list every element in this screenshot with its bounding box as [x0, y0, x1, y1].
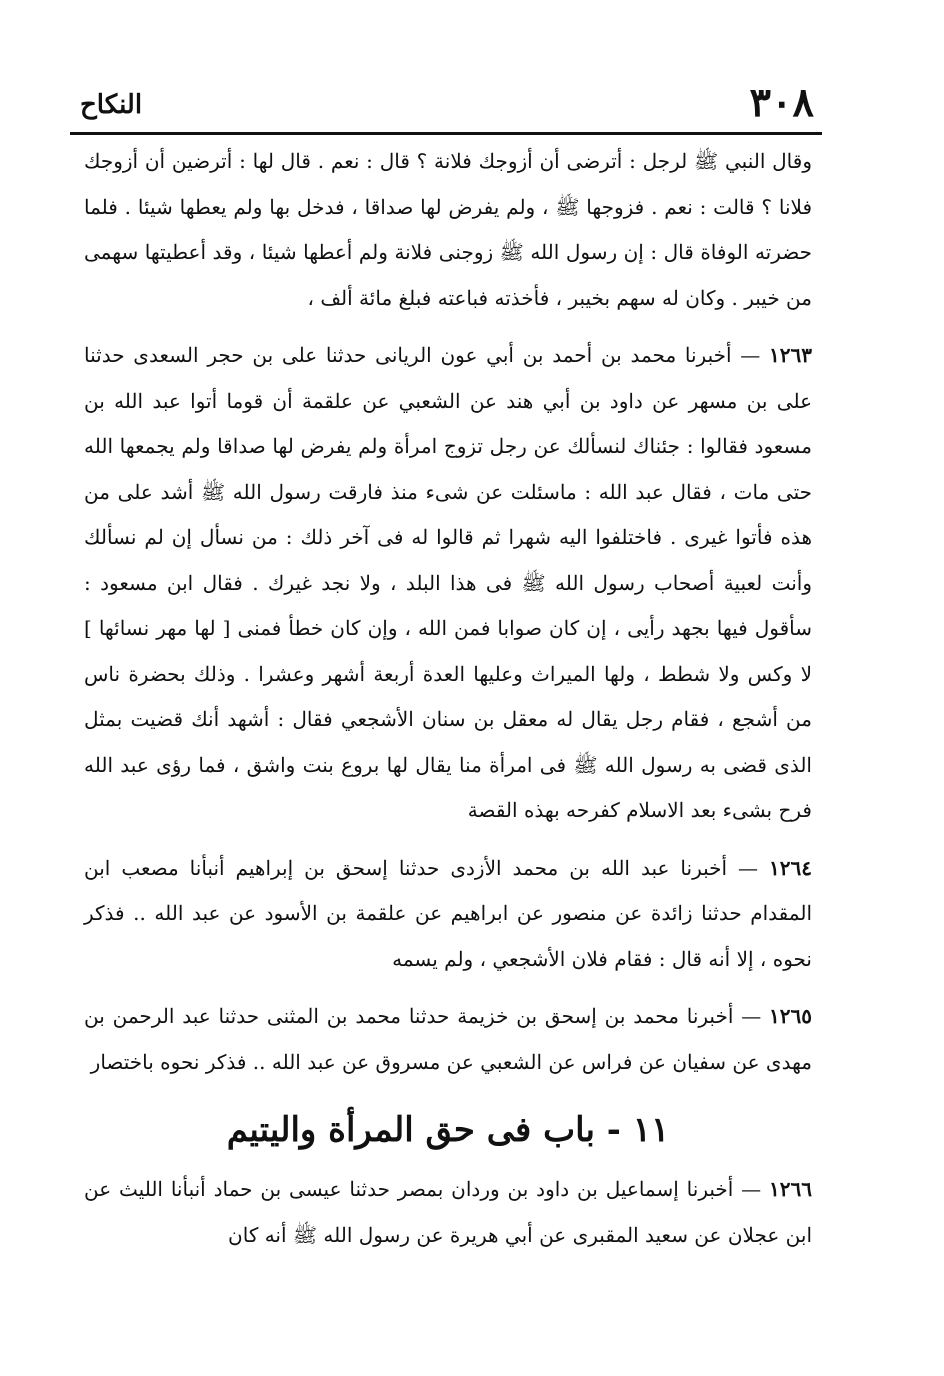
paragraph-text: — أخبرنا محمد بن إسحق بن خزيمة حدثنا محمد بن المثنى حدثنا عبد الرحمن بن مهدى عن سفيان عن فراس عن الشعبي عن مسروق عن عبد الله .. فذكر نحوه باختصار — [84, 1004, 812, 1074]
page-number: ٣٠٨ — [749, 79, 814, 126]
hadith-paragraph — [84, 846, 812, 983]
hadith-paragraph — [84, 333, 812, 834]
page-content — [70, 135, 822, 1258]
paragraph-text: — أخبرنا عبد الله بن محمد الأزدى حدثنا إسحق بن إبراهيم أنبأنا مصعب ابن المقدام حدثنا زائدة عن منصور عن ابراهيم عن علقمة بن الأسود عن عبد الله .. فذكر نحوه ، إلا أنه قال : فقام فلان الأشجعي ، ولم يسمه — [84, 855, 812, 971]
hadith-number: ١٢٦٣ — [769, 343, 812, 367]
chapter-heading: ١١ - باب فى حق المرأة واليتيم — [226, 1110, 670, 1150]
hadith-paragraph — [84, 994, 812, 1085]
paragraph-text: — أخبرنا إسماعيل بن داود بن وردان بمصر حدثنا عيسى بن حماد أنبأنا الليث عن ابن عجلان عن سعيد المقبرى عن أبي هريرة عن رسول الله ﷺ أنه كان — [84, 1177, 812, 1247]
book-page — [70, 78, 822, 1298]
running-title: النكاح — [80, 90, 143, 120]
hadith-paragraph — [84, 1167, 812, 1258]
hadith-number: ١٢٦٦ — [769, 1177, 812, 1201]
hadith-number: ١٢٦٥ — [769, 1004, 812, 1028]
paragraph-text: وقال النبي ﷺ لرجل : أترضى أن أزوجك فلانة ؟ قال : نعم . قال لها : أترضين أن أزوجك فلانا ؟ قالت : نعم . فزوجها ﷺ ، ولم يفرض لها صداقا ، فدخل بها ولم يعطها شيئا . فلما حضرته الوفاة قال : إن رسول الله ﷺ زوجنى فلانة ولم أعطها شيئا ، وقد أعطيتها سهمى من خيبر . وكان له سهم بخيبر ، فأخذته فباعته فبلغ مائة ألف ، — [84, 149, 812, 310]
paragraph-text: — أخبرنا محمد بن أحمد بن أبي عون الريانى حدثنا على بن حجر السعدى حدثنا على بن مسهر عن داود بن أبي هند عن الشعبي عن علقمة أن قوما أتوا عبد الله بن مسعود فقالوا : جئناك لنسألك عن رجل تزوج امرأة ولم يفرض لها صداقا ولم يجمعها الله حتى مات ، فقال عبد الله : ماسئلت عن شىء منذ فارقت رسول الله ﷺ أشد على من هذه فأتوا غيرى . فاختلفوا اليه شهرا ثم قالوا له فى آخر ذلك : من نسأل إن لم نسألك وأنت لعبية أصحاب رسول الله ﷺ فى هذا البلد ، ولا نجد غيرك . فقال ابن مسعود : سأقول فيها بجهد رأيى ، إن كان صوابا فمن الله ، وإن كان خطأ فمنى [ لها مهر نسائها ] لا وكس ولا شطط ، ولها الميراث وعليها العدة أربعة أشهر وعشرا . وذلك بحضرة ناس من أشجع ، فقام رجل يقال له معقل بن سنان الأشجعي فقال : أشهد أنك قضيت بمثل الذى قضى به رسول الله ﷺ فى امرأة منا يقال لها بروع بنت واشق ، فما رؤى عبد الله فرح بشىء بعد الاسلام كفرحه بهذه القصة — [84, 343, 812, 822]
page-header — [70, 78, 822, 135]
hadith-number: ١٢٦٤ — [769, 855, 813, 880]
text-paragraph — [84, 139, 812, 321]
